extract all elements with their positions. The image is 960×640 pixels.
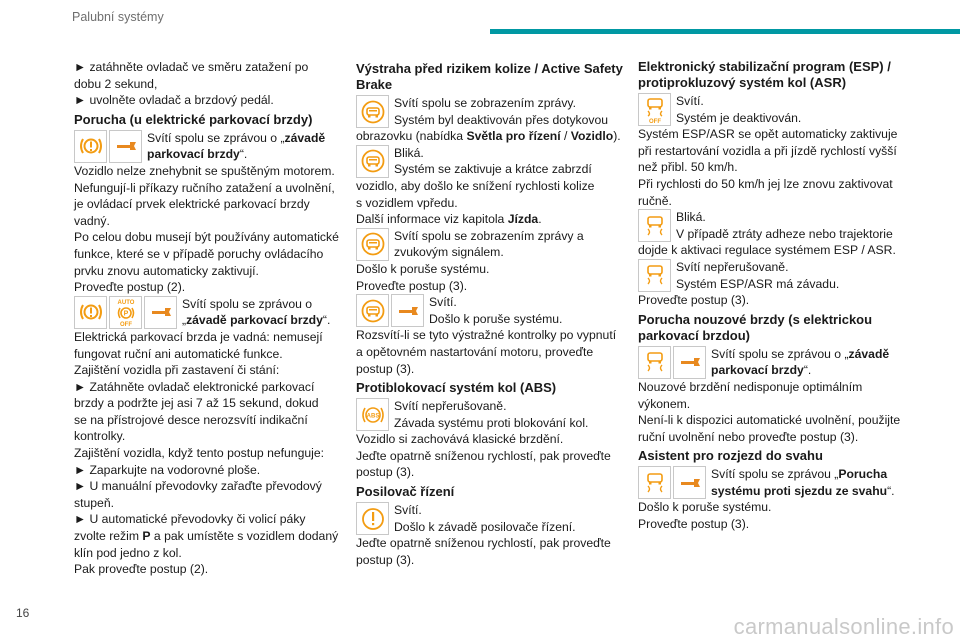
text-bold: závadě bbox=[284, 130, 326, 145]
text: zvukovým signálem. bbox=[394, 245, 504, 260]
text-line: Proveďte postup (3). bbox=[356, 278, 468, 293]
text: Svítí nepřerušovaně. bbox=[394, 399, 507, 414]
text: “. bbox=[239, 147, 248, 162]
section-heading: Výstraha před rizikem kolize / Active Safety Brake bbox=[356, 61, 623, 92]
indicator-row bbox=[356, 502, 626, 535]
text-line bbox=[356, 128, 626, 145]
text: Svítí spolu se zprávou „ bbox=[711, 467, 839, 482]
column-2 bbox=[356, 61, 626, 568]
text-line: funkce, které se v případě poruchy ovládacího bbox=[74, 246, 324, 261]
section-heading: Porucha (u elektrické parkovací brzdy) bbox=[74, 111, 313, 127]
text-line: ručně. bbox=[638, 193, 672, 208]
text-bold: Porucha bbox=[838, 467, 888, 482]
auto-label: AUTO bbox=[117, 300, 134, 307]
wrench-icon bbox=[391, 294, 424, 327]
abs-label: ABS bbox=[366, 413, 379, 420]
text: Další informace viz kapitola bbox=[356, 212, 508, 227]
indicator-row bbox=[74, 296, 342, 329]
text-line: ► Zaparkujte na vodorovné ploše. bbox=[74, 462, 261, 477]
text-line: brzdy a podržte jej asi 7 až 15 sekund, dokud bbox=[74, 396, 319, 411]
text: Svítí spolu se zobrazením zprávy. bbox=[394, 96, 576, 110]
indicator-row bbox=[356, 145, 626, 178]
text: / bbox=[560, 129, 571, 144]
text-bold: Jízda bbox=[507, 212, 539, 227]
text-line: Systém ESP/ASR se opět automaticky zaktivuje bbox=[638, 127, 898, 142]
text-line: Proveďte postup (2). bbox=[74, 280, 186, 295]
text: Došlo k poruše systému. bbox=[429, 311, 563, 326]
text-line: při restartování vozidla a při jízdě rychlostí vyšší bbox=[638, 143, 897, 158]
text: obrazovku (nabídka bbox=[356, 129, 467, 144]
text-line: je ovládací prvek elektrické parkovací brzdy bbox=[74, 197, 310, 212]
text-line: ► U manuální převodovky zařaďte převodový bbox=[74, 479, 322, 494]
text: Systém je deaktivován. bbox=[676, 110, 802, 125]
indicator-row bbox=[356, 228, 626, 261]
text-line: dobu 2 sekund, bbox=[74, 76, 158, 91]
text: Svítí. bbox=[394, 503, 422, 518]
text-line: vadný. bbox=[74, 213, 110, 228]
text-line: Vozidlo nelze znehybnit se spuštěným motorem. bbox=[74, 163, 335, 178]
text: “. bbox=[322, 313, 331, 328]
text-line: prvku znovu automaticky zaktivují. bbox=[74, 263, 259, 278]
text-bold: závadě bbox=[848, 346, 890, 361]
text: Svítí spolu se zprávou o „ bbox=[711, 346, 849, 361]
indicator-row bbox=[638, 466, 908, 499]
brake-warning-icon bbox=[74, 296, 107, 329]
svg-text:P: P bbox=[123, 310, 128, 318]
section-heading: Posilovač řízení bbox=[356, 484, 455, 500]
text: Svítí spolu se zobrazením zprávy a bbox=[394, 228, 584, 243]
text: “. bbox=[803, 363, 812, 378]
indicator-row bbox=[74, 130, 342, 163]
text-line: ruční uvolnění nebo proveďte postup (3). bbox=[638, 429, 859, 444]
text-line bbox=[356, 211, 626, 228]
text-line: Pak proveďte postup (2). bbox=[74, 562, 209, 577]
text-line: Jeďte opatrně sníženou rychlostí, pak proveďte bbox=[356, 448, 611, 463]
page-header-title: Palubní systémy bbox=[72, 10, 164, 24]
indicator-row bbox=[638, 259, 908, 292]
text-line: Zajištění vozidla, když tento postup nefunguje: bbox=[74, 446, 324, 461]
text-line: ► zatáhněte ovladač ve směru zatažení po bbox=[74, 60, 309, 74]
collision-alert-icon bbox=[356, 95, 389, 128]
esp-off-icon bbox=[638, 93, 671, 126]
wrench-icon bbox=[109, 130, 142, 163]
off-label: OFF bbox=[119, 322, 132, 328]
text-line: Nefungují-li příkazy ručního zatažení a uvolnění, bbox=[74, 180, 335, 195]
wrench-icon bbox=[144, 296, 177, 329]
text-line bbox=[74, 528, 342, 545]
text: Svítí. bbox=[676, 94, 704, 108]
text-bold: Vozidlo bbox=[570, 129, 614, 144]
text-line: dojde k aktivaci regulace systémem ESP / ASR. bbox=[638, 243, 896, 258]
text: Svítí nepřerušovaně. bbox=[676, 259, 789, 274]
section-heading: Protiblokovací systém kol (ABS) bbox=[356, 380, 557, 396]
text-bold: P bbox=[142, 529, 151, 544]
section-heading: Elektronický stabilizační program (ESP) / protiprokluzový systém kol (ASR) bbox=[638, 59, 891, 90]
paragraph bbox=[74, 329, 342, 578]
wrench-icon bbox=[673, 346, 706, 379]
collision-alert-icon bbox=[356, 228, 389, 261]
text-line: ► U automatické převodovky či volicí páky bbox=[74, 512, 306, 527]
text: zvolte režim bbox=[74, 529, 143, 544]
text-line: stupeň. bbox=[74, 495, 114, 510]
text: Systém byl deaktivován přes dotykovou bbox=[394, 112, 609, 127]
text: „ bbox=[182, 313, 187, 328]
header-accent-bar bbox=[490, 29, 960, 34]
text-line: s vozidlem vpředu. bbox=[356, 195, 458, 210]
text: V případě ztráty adheze nebo trajektorie bbox=[676, 226, 893, 241]
text-line: vozidlo, aby došlo ke snížení rychlosti kolize bbox=[356, 178, 595, 193]
text-line: Vozidlo si zachovává klasické brzdění. bbox=[356, 432, 564, 447]
text-line: Při rychlosti do 50 km/h jej lze znovu zaktivovat bbox=[638, 176, 893, 191]
text-line: Elektrická parkovací brzda je vadná: nemusejí bbox=[74, 329, 323, 344]
text: Systém se zaktivuje a krátce zabrzdí bbox=[394, 162, 592, 177]
text: Svítí spolu se zprávou o bbox=[182, 296, 313, 311]
collision-alert-icon bbox=[356, 294, 389, 327]
page-number: 16 bbox=[16, 606, 30, 620]
text: ). bbox=[613, 129, 621, 144]
text-line: Jeďte opatrně sníženou rychlostí, pak proveďte bbox=[356, 536, 611, 551]
esp-icon bbox=[638, 346, 671, 379]
indicator-row bbox=[356, 294, 626, 327]
section-heading: Porucha nouzové brzdy (s elektrickou parkovací brzdou) bbox=[638, 311, 873, 343]
text-line: Proveďte postup (3). bbox=[638, 293, 750, 308]
text-line: Proveďte postup (3). bbox=[638, 517, 750, 532]
text-line: Není-li k dispozici automatické uvolnění, použijte bbox=[638, 413, 901, 428]
text-line: postup (3). bbox=[356, 465, 415, 480]
text: . bbox=[538, 212, 542, 227]
indicator-row bbox=[356, 95, 626, 128]
text-line: Došlo k poruše systému. bbox=[638, 500, 772, 515]
text-line: kontrolky. bbox=[74, 429, 126, 444]
abs-icon bbox=[356, 398, 389, 431]
text-line: Zajištění vozidla při zastavení či stání: bbox=[74, 363, 280, 378]
text-line: Po celou dobu musejí být používány automatické bbox=[74, 230, 339, 245]
text-bold: parkovací brzdy bbox=[147, 147, 240, 162]
esp-icon bbox=[638, 209, 671, 242]
text-line: fungovat ruční ani automatické funkce. bbox=[74, 346, 283, 361]
column-3 bbox=[638, 59, 908, 533]
collision-alert-icon bbox=[356, 145, 389, 178]
text-line: se na přístrojové desce nerozsvítí indikační bbox=[74, 412, 308, 427]
paragraph bbox=[74, 163, 342, 296]
indicator-row bbox=[638, 346, 908, 379]
text-line: ► Zatáhněte ovladač elektronické parkovací bbox=[74, 379, 315, 394]
indicator-row bbox=[638, 209, 908, 242]
text-line: Došlo k poruše systému. bbox=[356, 261, 490, 276]
indicator-row bbox=[356, 398, 626, 431]
column-1 bbox=[74, 59, 342, 578]
off-label: OFF bbox=[648, 118, 661, 124]
text-line: klín pod jedno z kol. bbox=[74, 545, 182, 560]
brake-warning-icon bbox=[74, 130, 107, 163]
text-bold: závadě parkovací brzdy bbox=[186, 313, 323, 328]
esp-icon bbox=[638, 466, 671, 499]
text-line: ► uvolněte ovladač a brzdový pedál. bbox=[74, 93, 274, 108]
text-line: a opětovném nastartování motoru, proveďte bbox=[356, 344, 594, 359]
text: Svítí spolu se zprávou o „ bbox=[147, 130, 285, 145]
text: Systém ESP/ASR má závadu. bbox=[676, 276, 840, 291]
text: Bliká. bbox=[676, 210, 706, 225]
esp-icon bbox=[638, 259, 671, 292]
text: Bliká. bbox=[394, 145, 424, 160]
text: a pak umístěte s vozidlem dodaný bbox=[150, 529, 339, 544]
text-bold: parkovací brzdy bbox=[711, 363, 804, 378]
text-bold: systému proti sjezdu ze svahu bbox=[711, 483, 888, 498]
text: Závada systému proti blokování kol. bbox=[394, 415, 589, 430]
indicator-row bbox=[638, 93, 908, 126]
section-heading: Asistent pro rozjezd do svahu bbox=[638, 448, 823, 464]
text: “. bbox=[887, 483, 895, 498]
power-steering-icon bbox=[356, 502, 389, 535]
text-line: postup (3). bbox=[356, 361, 415, 376]
text: Došlo k závadě posilovače řízení. bbox=[394, 519, 576, 534]
text-line: Nouzové brzdění nedisponuje optimálním bbox=[638, 379, 863, 394]
text-line: postup (3). bbox=[356, 552, 415, 567]
text: Svítí. bbox=[429, 295, 457, 310]
text-line: než přibl. 50 km/h. bbox=[638, 160, 738, 175]
watermark: carmanualsonline.info bbox=[733, 614, 954, 639]
text-line: Rozsvítí-li se tyto výstražné kontrolky po vypnutí bbox=[356, 328, 617, 343]
text-bold: Světla pro řízení bbox=[466, 129, 561, 144]
wrench-icon bbox=[673, 466, 706, 499]
auto-off-icon bbox=[109, 296, 142, 329]
text-line: výkonem. bbox=[638, 396, 691, 411]
